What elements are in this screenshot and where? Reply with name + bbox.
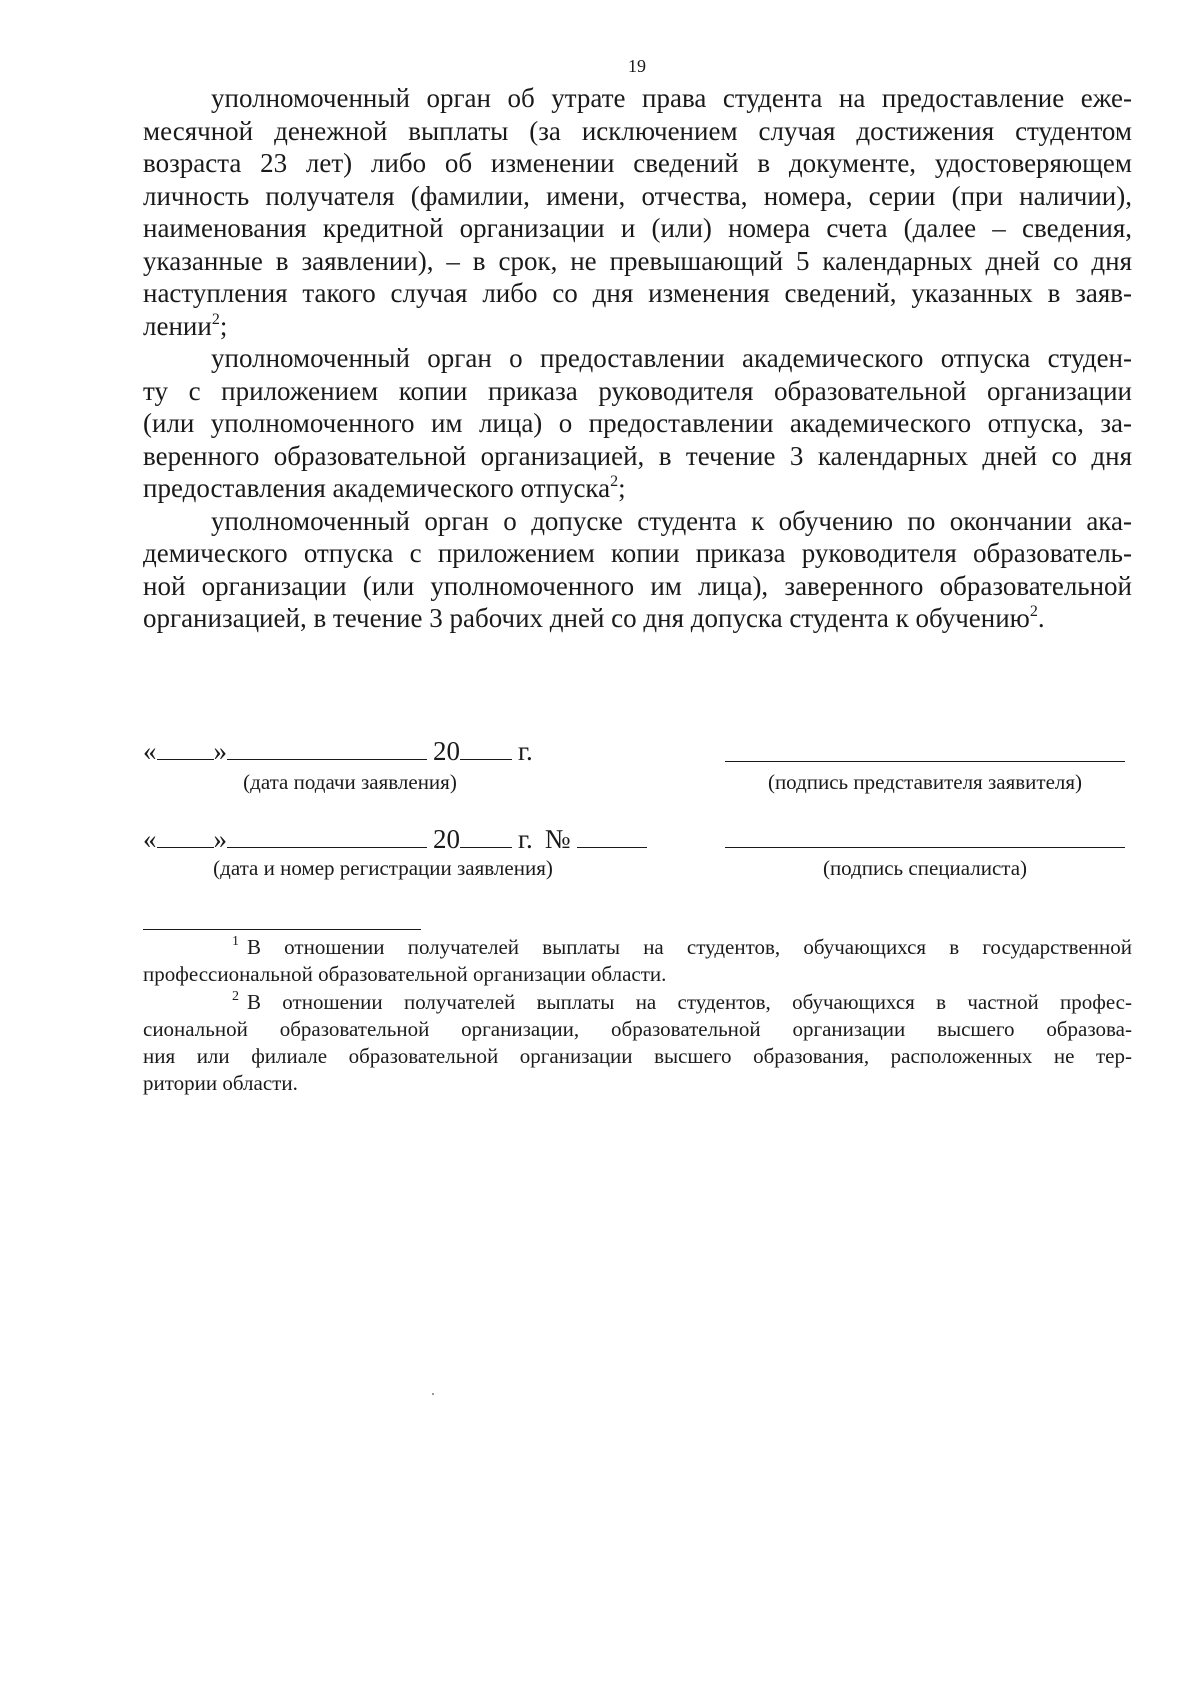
year-suffix: г.: [518, 824, 533, 854]
paragraph-3-tail: .: [1037, 603, 1045, 633]
paragraph-1-line-2: месячной денежной выплаты (за исключением случая достижения студентом: [143, 115, 1132, 146]
footnotes: [143, 934, 1132, 1098]
application-date-field: [143, 735, 533, 767]
paragraph-2-line-1: уполномоченный орган о предоставлении академического отпуска студен-: [211, 343, 1132, 373]
paragraph-1-line-7: наступления такого случая либо со дня изменения сведений, указанных в заяв-: [143, 278, 1132, 308]
year-suffix: г.: [518, 736, 533, 766]
paragraph-2-line-3: (или уполномоченного им лица) о предоставлении академического отпуска, за-: [143, 408, 1132, 438]
registration-date-caption: (дата и номер регистрации заявления): [213, 856, 553, 880]
footnote-2-line-4: ритории области.: [143, 1071, 298, 1096]
quote-open: «: [143, 824, 157, 854]
number-sign: №: [544, 824, 571, 854]
footnote-1-line-1: [143, 934, 1132, 961]
applicant-signature-caption: (подпись представителя заявителя): [767, 770, 1083, 794]
footnote-1-marker: 1: [232, 934, 239, 949]
paragraph-1-line-5: наименования кредитной организации и (или) номера счета (далее – сведения,: [143, 213, 1132, 243]
footnote-1-line-2: профессиональной образовательной организации области.: [143, 962, 667, 987]
paragraph-3-line-1: уполномоченный орган о допуске студента к обучению по окончании ака-: [211, 505, 1132, 536]
day-blank: [157, 823, 214, 848]
paragraph-2-tail: ;: [618, 473, 626, 503]
year-prefix: 20: [433, 824, 460, 854]
month-blank: [227, 735, 427, 760]
main-text: [143, 82, 1132, 635]
paragraph-1-line-4: личность получателя (фамилии, имени, отчества, номера, серии (при наличии),: [143, 180, 1132, 211]
year-prefix: 20: [433, 736, 460, 766]
footnote-ref: 2: [610, 473, 619, 490]
registration-number-blank: [577, 823, 647, 848]
paragraph-3-line-2: демического отпуска с приложением копии приказа руководителя образователь-: [143, 538, 1132, 568]
quote-close: »: [213, 824, 227, 854]
footnote-2-marker: 2: [232, 988, 239, 1004]
paragraph-2-line-5-text: предоставления академического отпуска: [143, 473, 611, 503]
paragraph-1-line-3: возраста 23 лет) либо об изменении сведений в документе, удостоверяющем: [143, 148, 1132, 178]
registration-date-field: [143, 823, 647, 855]
paragraph-1-line-8: [143, 310, 1132, 343]
footnote-2-line-2: сиональной образовательной организации, образовательной организации высшего образова-: [143, 1016, 1132, 1041]
footnote-2-line-3: ния или филиале образовательной организации высшего образования, расположенных не тер-: [143, 1044, 1132, 1069]
page-number: 19: [628, 56, 646, 76]
specialist-signature-line: [725, 847, 1125, 848]
paragraph-1-line-8-text: лении: [143, 310, 212, 341]
day-blank: [157, 735, 214, 760]
paragraph-3-line-3: ной организации (или уполномоченного им лица), заверенного образовательной: [143, 570, 1132, 601]
paragraph-1-tail: ;: [219, 310, 228, 341]
paragraph-3-line-4-text: организацией, в течение 3 рабочих дней со дня допуска студента к обучению: [143, 603, 1030, 633]
paragraph-1-line-6: указанные в заявлении), – в срок, не превышающий 5 календарных дней со дня: [143, 245, 1132, 276]
scan-speck: [432, 1393, 434, 1395]
application-date-caption: (дата подачи заявления): [243, 770, 457, 794]
quote-open: «: [143, 736, 157, 766]
footnote-separator: [143, 929, 421, 930]
year-blank: [460, 823, 512, 848]
paragraph-2-line-4: веренного образовательной организацией, в течение 3 календарных дней со дня: [143, 440, 1132, 471]
footnote-1-text: В отношении получателей выплаты на студентов, обучающихся в государственной: [247, 935, 1132, 959]
footnote-ref: 2: [1029, 603, 1038, 620]
footnote-ref: 2: [211, 310, 220, 328]
quote-close: »: [213, 736, 227, 766]
paragraph-2-line-2: ту с приложением копии приказа руководителя образовательной организации: [143, 375, 1132, 406]
paragraph-2-line-5: [143, 472, 1132, 505]
month-blank: [227, 823, 427, 848]
applicant-signature-line: [725, 761, 1125, 762]
year-blank: [460, 735, 512, 760]
paragraph-3-line-4: [143, 602, 1132, 635]
footnote-2-text: В отношении получателей выплаты на студентов, обучающихся в частной профес-: [247, 989, 1132, 1014]
footnote-2-line-1: [143, 989, 1132, 1016]
paragraph-1-line-1: уполномоченный орган об утрате права студента на предоставление еже-: [211, 83, 1132, 113]
specialist-signature-caption: (подпись специалиста): [822, 856, 1028, 880]
